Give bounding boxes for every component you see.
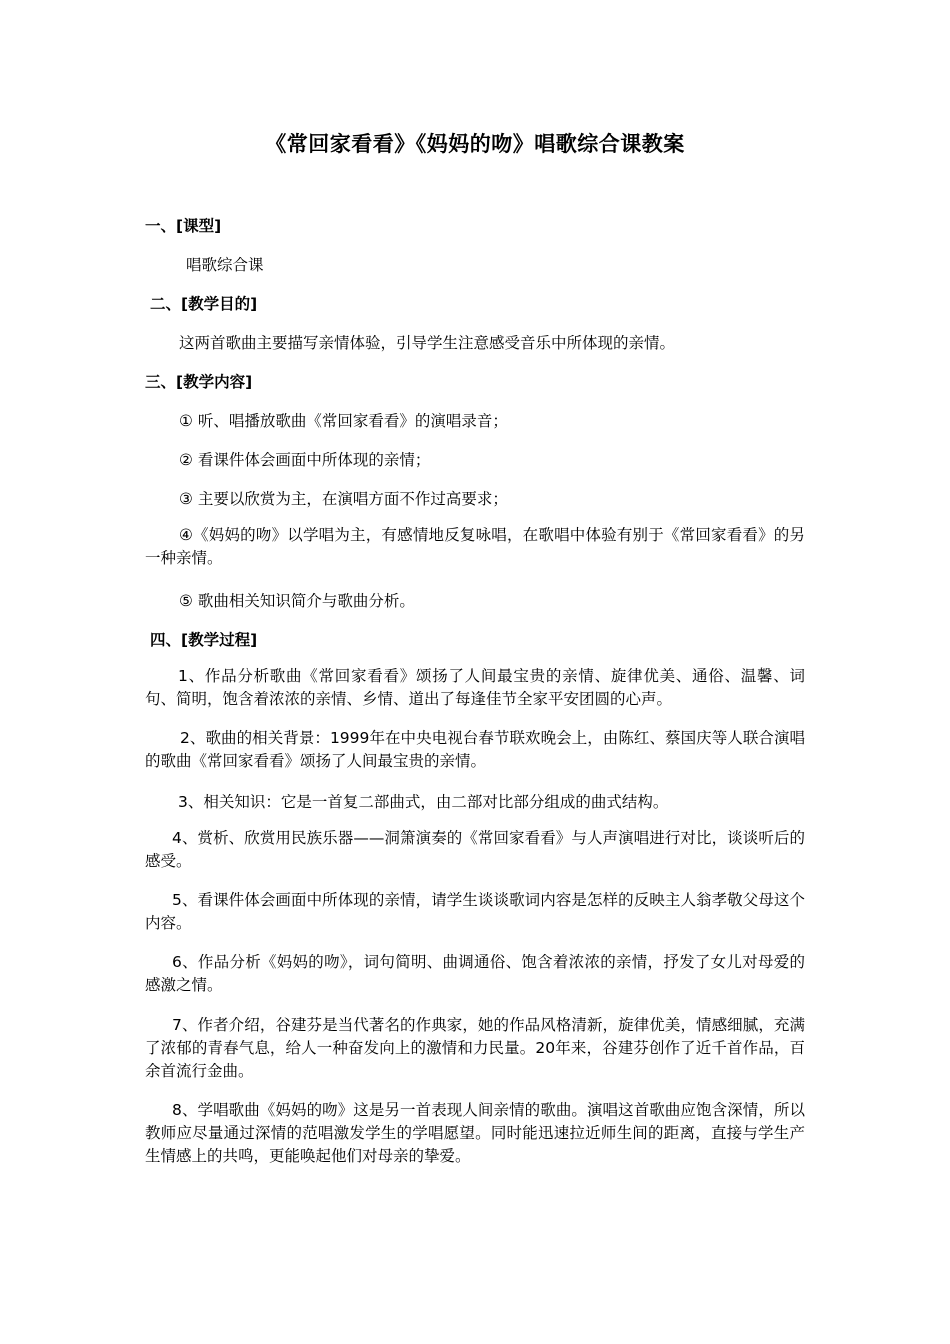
process-item-1: 1、作品分析歌曲《常回家看看》颂扬了人间最宝贵的亲情、旋律优美、通俗、温馨、词句、简明，饱含着浓浓的亲情、乡情、道出了每逢佳节全家平安团圆的心声。 bbox=[145, 667, 805, 708]
content-item-5: ⑤ 歌曲相关知识简介与歌曲分析。 bbox=[179, 592, 415, 610]
section-2-text: 这两首歌曲主要描写亲情体验，引导学生注意感受音乐中所体现的亲情。 bbox=[179, 334, 676, 352]
process-item-4: 4、赏析、欣赏用民族乐器——洞箫演奏的《常回家看看》与人声演唱进行对比，谈谈听后的感受。 bbox=[145, 829, 805, 870]
section-4-heading: 四、[教学过程] bbox=[150, 631, 258, 649]
section-1-text: 唱歌综合课 bbox=[186, 256, 264, 274]
document-title: 《常回家看看》《妈妈的吻》唱歌综合课教案 bbox=[265, 132, 685, 156]
process-item-5: 5、看课件体会画面中所体现的亲情，请学生谈谈歌词内容是怎样的反映主人翁孝敬父母这个内容。 bbox=[145, 891, 805, 932]
process-item-7: 7、作者介绍，谷建芬是当代著名的作典家，她的作品风格清新，旋律优美，情感细腻，充满了浓郁的青春气息，给人一种奋发向上的激情和力民量。20年来，谷建芬创作了近千首作品，百余首流行金曲。 bbox=[145, 1016, 805, 1080]
content-item-3: ③ 主要以欣赏为主，在演唱方面不作过高要求； bbox=[179, 490, 508, 508]
section-3-heading: 三、[教学内容] bbox=[145, 373, 253, 391]
process-item-3: 3、相关知识：它是一首复二部曲式，由二部对比部分组成的曲式结构。 bbox=[178, 793, 669, 811]
process-item-2: 2、歌曲的相关背景：1999年在中央电视台春节联欢晚会上，由陈红、蔡国庆等人联合演唱的歌曲《常回家看看》颂扬了人间最宝贵的亲情。 bbox=[145, 729, 805, 770]
content-item-4: ④《妈妈的吻》以学唱为主，有感情地反复咏唱，在歌唱中体验有别于《常回家看看》的另一种亲情。 bbox=[145, 526, 805, 567]
section-1-heading: 一、[课型] bbox=[145, 217, 222, 235]
process-item-8: 8、学唱歌曲《妈妈的吻》这是另一首表现人间亲情的歌曲。演唱这首歌曲应饱含深情，所以教师应尽量通过深情的范唱激发学生的学唱愿望。同时能迅速拉近师生间的距离，直接与学生产生情感上的共鸣，更能唤起他们对母亲的挚爱。 bbox=[145, 1101, 805, 1165]
section-2-heading: 二、[教学目的] bbox=[150, 295, 258, 313]
content-item-1: ① 听、唱播放歌曲《常回家看看》的演唱录音； bbox=[179, 412, 508, 430]
content-item-2: ② 看课件体会画面中所体现的亲情； bbox=[179, 451, 431, 469]
process-item-6: 6、作品分析《妈妈的吻》，词句简明、曲调通俗、饱含着浓浓的亲情，抒发了女儿对母爱的感激之情。 bbox=[145, 953, 805, 994]
